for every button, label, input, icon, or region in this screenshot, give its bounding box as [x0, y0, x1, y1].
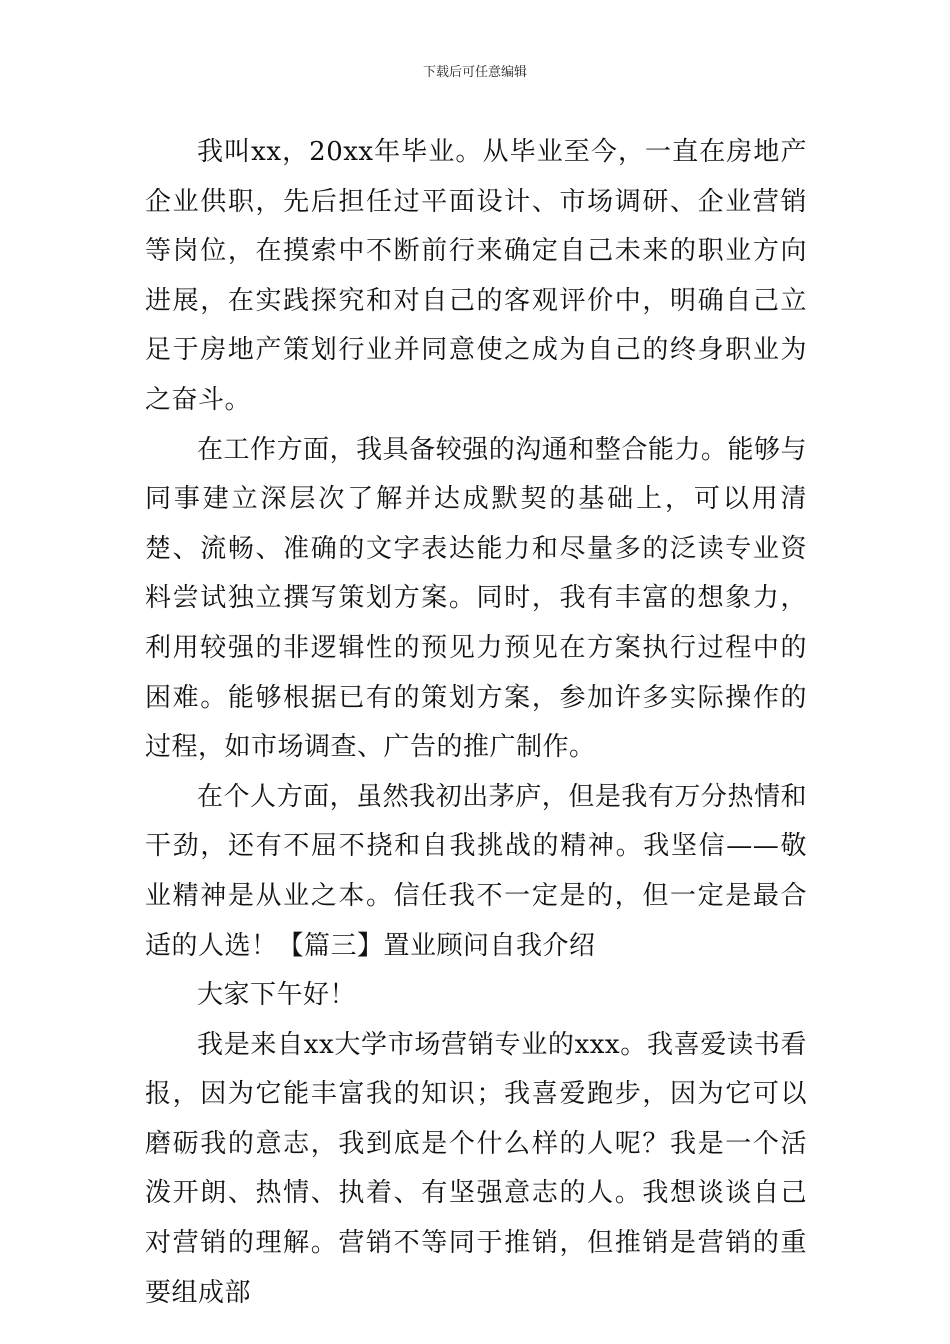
paragraph-self-introduction: 我是来自xx大学市场营销专业的xxx。我喜爱读书看报，因为它能丰富我的知识；我喜爱跑步，因为它可以磨砺我的意志，我到底是个什么样的人呢？我是一个活泼开朗、热情、执着、有坚强意志的人。我想谈谈自己对营销的理解。营销不等同于推销，但推销是营销的重要组成部 — [145, 1029, 807, 1308]
paragraph-career-history: 我叫xx，20xx年毕业。从毕业至今，一直在房地产企业供职，先后担任过平面设计、市场调研、企业营销等岗位，在摸索中不断前行来确定自己未来的职业方向进展，在实践探究和对自己的客观评价中，明确自己立足于房地产策划行业并同意使之成为自己的终身职业为之奋斗。 — [145, 137, 807, 415]
document-body — [145, 128, 807, 1318]
paragraph-work-abilities: 在工作方面，我具备较强的沟通和整合能力。能够与同事建立深层次了解并达成默契的基础上，可以用清楚、流畅、准确的文字表达能力和尽量多的泛读专业资料尝试独立撰写策划方案。同时，我有丰富的想象力，利用较强的非逻辑性的预见力预见在方案执行过程中的困难。能够根据已有的策划方案，参加许多实际操作的过程，如市场调查、广告的推广制作。 — [145, 434, 807, 763]
paragraph-personal-qualities: 在个人方面，虽然我初出茅庐，但是我有万分热情和干劲，还有不屈不挠和自我挑战的精神。我坚信——敬业精神是从业之本。信任我不一定是的，但一定是最合适的人选！【篇三】置业顾问自我介绍 — [145, 781, 807, 961]
paragraph-greeting: 大家下午好！ — [197, 980, 357, 1011]
page-header-note: 下载后可任意编辑 — [422, 65, 527, 80]
